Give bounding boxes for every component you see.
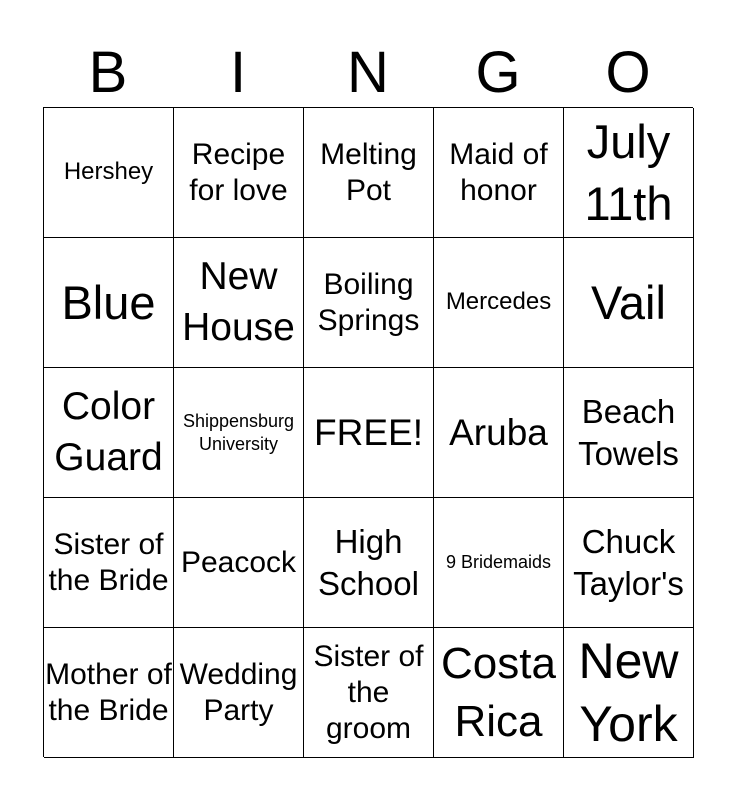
bingo-cell[interactable] [44, 108, 174, 238]
cell-text: Peacock [180, 545, 297, 579]
cell-text: Beach Towels [578, 393, 679, 472]
bingo-cell[interactable] [564, 108, 694, 238]
free-space-text: FREE! [314, 411, 423, 453]
cell-text: Vail [591, 275, 666, 329]
header-letter-o: O [605, 40, 651, 105]
cell-text: Sister of the groom [313, 639, 424, 745]
cell-text: Mother of the Bride [45, 657, 172, 727]
header-letter-n: N [347, 40, 389, 105]
header-letter-i: I [229, 40, 247, 105]
cell-text: Aruba [449, 411, 548, 453]
bingo-cell[interactable] [174, 108, 304, 238]
cell-text: July 11th [584, 115, 673, 230]
cell-text: Melting Pot [320, 137, 417, 207]
cell-text: Sister of the Bride [48, 527, 169, 597]
cell-text: Recipe for love [189, 137, 288, 207]
header-letter-b: B [88, 40, 128, 105]
cell-text: Costa Rica [441, 639, 556, 746]
bingo-cell[interactable] [174, 238, 304, 368]
bingo-free-space[interactable] [304, 368, 434, 498]
bingo-cell[interactable] [564, 238, 694, 368]
bingo-card-grid [43, 107, 693, 757]
cell-text: Mercedes [445, 288, 552, 316]
bingo-cell[interactable] [434, 368, 564, 498]
bingo-cell[interactable] [174, 368, 304, 498]
bingo-cell[interactable] [434, 628, 564, 758]
bingo-cell[interactable] [174, 498, 304, 628]
bingo-cell[interactable] [434, 108, 564, 238]
cell-text: Blue [61, 275, 156, 329]
bingo-cell[interactable] [44, 238, 174, 368]
bingo-cell[interactable] [564, 498, 694, 628]
header-letter-g: G [475, 40, 521, 105]
bingo-cell[interactable] [304, 238, 434, 368]
cell-text: 9 Bridemaids [445, 552, 552, 573]
bingo-cell[interactable] [434, 238, 564, 368]
bingo-cell[interactable] [44, 628, 174, 758]
cell-text: Chuck Taylor's [573, 523, 684, 602]
bingo-cell[interactable] [564, 368, 694, 498]
bingo-cell[interactable] [434, 498, 564, 628]
cell-text: Boiling Springs [317, 267, 420, 337]
bingo-cell[interactable] [304, 108, 434, 238]
bingo-cell[interactable] [44, 498, 174, 628]
cell-text: Wedding Party [179, 657, 298, 727]
cell-text: Shippensburg University [182, 411, 295, 454]
bingo-cell[interactable] [564, 628, 694, 758]
cell-text: Hershey [63, 158, 154, 186]
bingo-cell[interactable] [304, 498, 434, 628]
bingo-cell[interactable] [44, 368, 174, 498]
bingo-cell[interactable] [174, 628, 304, 758]
bingo-cell[interactable] [304, 628, 434, 758]
cell-text: Color Guard [54, 384, 163, 479]
cell-text: New York [578, 633, 679, 752]
cell-text: New House [182, 254, 295, 349]
cell-text: High School [318, 523, 419, 602]
cell-text: Maid of honor [449, 137, 548, 207]
bingo-header [43, 40, 693, 106]
